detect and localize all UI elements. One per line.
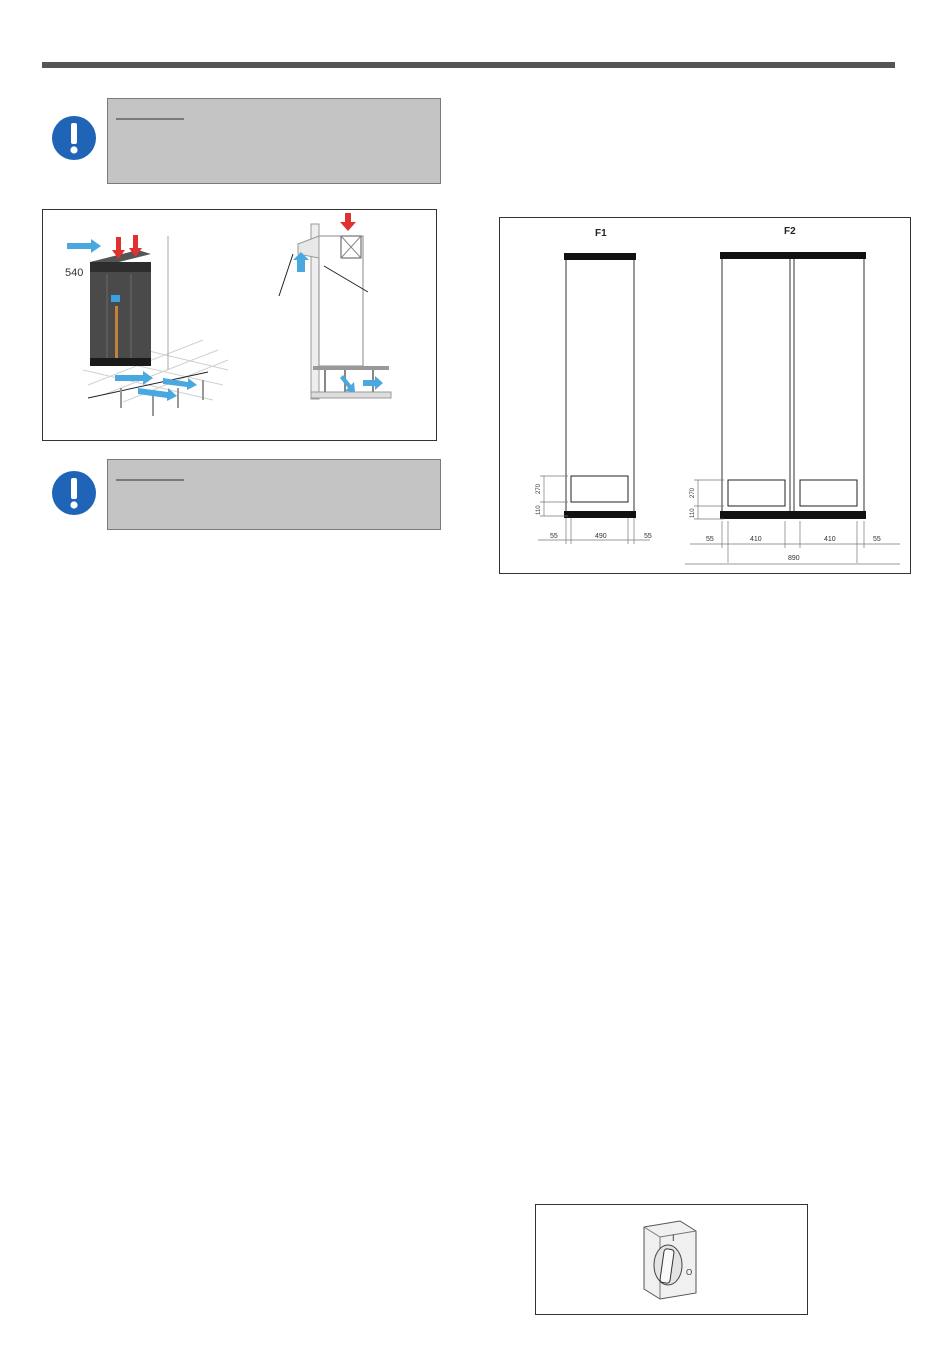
note-box-2 [107,459,441,530]
dimension-label-540: 540 [65,267,84,279]
note-title-underline [116,479,184,481]
f1-dim-270: 270 [536,483,542,494]
cross-section-return-arrow [340,213,356,231]
floor-opening-dimension-drawing [499,217,911,574]
f2-floor-opening-a [728,480,785,506]
switch-on-label: I [672,1233,675,1243]
cross-section-view [279,224,391,399]
f2-dimension-lines [685,480,900,564]
unit-f1-title: F1 [595,228,607,239]
main-switch-illustration [536,1205,807,1314]
f1-dim-right-55: 55 [644,533,652,540]
unit-f1 [564,228,636,518]
f2-dim-890-total: 890 [788,555,800,562]
dimension-drawing-svg [500,218,910,573]
switch-off-label: O [686,1268,693,1277]
f1-floor-opening [571,476,628,502]
note-title-underline [116,118,184,120]
f2-dim-410-a: 410 [750,536,762,543]
f1-dim-left-55: 55 [550,533,558,540]
note-box-1 [107,98,441,184]
f1-dim-490: 490 [595,533,607,540]
airflow-figure [42,209,437,441]
unit-f2 [720,226,866,519]
f2-dim-410-b: 410 [824,536,836,543]
cabinet-unit-3d [90,250,151,366]
airflow-illustration [43,210,436,440]
main-switch-figure [535,1204,808,1315]
rotary-switch-icon [644,1221,696,1299]
warning-exclamation-icon [51,115,97,161]
f1-dim-110: 110 [536,505,542,515]
warning-exclamation-icon [51,470,97,516]
unit-f2-title: F2 [784,226,796,237]
f2-floor-opening-b [800,480,857,506]
f2-dim-110: 110 [690,508,696,518]
header-rule [42,62,895,68]
f2-dim-270: 270 [690,487,696,498]
f2-dim-left-55: 55 [706,536,714,543]
f2-dim-right-55: 55 [873,536,881,543]
